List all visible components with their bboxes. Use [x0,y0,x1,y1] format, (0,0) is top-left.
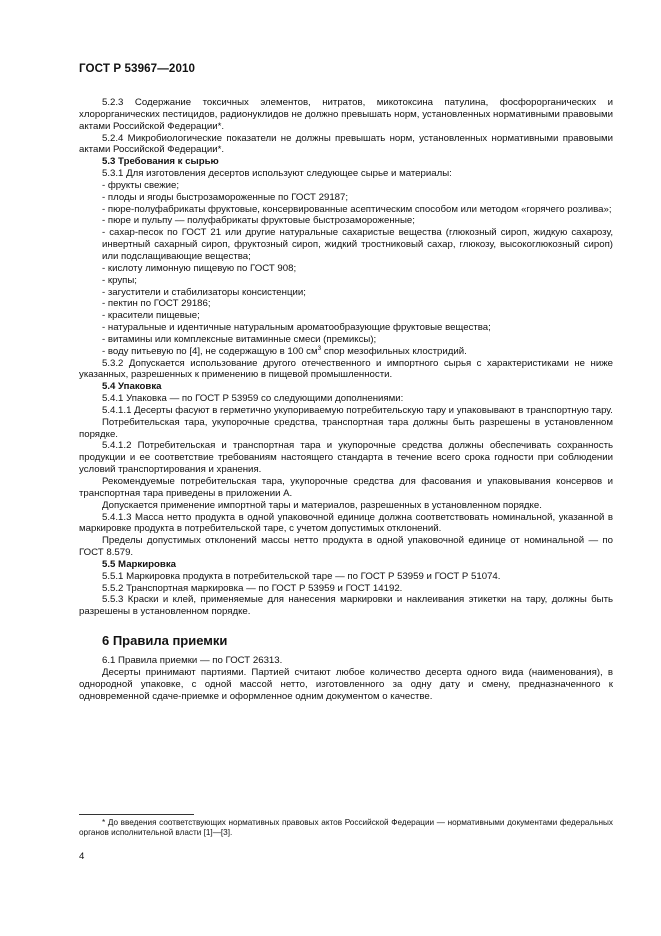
paragraph-5-5-1: 5.5.1 Маркировка продукта в потребительской таре — по ГОСТ Р 53959 и ГОСТ Р 51074. [102,570,501,582]
subsection-heading-5-3: 5.3 Требования к сырью [102,156,219,168]
list-item: - пектин по ГОСТ 29186; [102,298,211,310]
list-item: - фрукты свежие; [102,179,180,191]
paragraph-5-4-1-1: 5.4.1.1 Десерты фасуют в герметично укупориваемую потребительскую тару и упаковывают в транспортную тару. [102,404,613,416]
paragraph-5-4-1-2: 5.4.1.2 Потребительская и транспортная тара и укупорочные средства должны обеспечивать сохранность продукции и ее соответствие требованиям настоящего стандарта в течение всего срока годности при соблюдении условий транспортирования и хранения. [79,440,613,476]
footnote-divider [79,814,194,815]
subsection-heading-5-5: 5.5 Маркировка [102,558,177,570]
paragraph-batches: Десерты принимают партиями. Партией считают любое количество десерта одного вида (наименования), в однородной упаковке, с одной массой нетто, изготовленного за одну дату и смену, предназначенного к одновременной сдаче-приемке и оформленное одним документом о качестве. [79,666,613,702]
water-text-b: спор мезофильных клостридий. [321,345,467,357]
list-item: - пюре-полуфабрикаты фруктовые, консервированные асептическим способом или методом «горячего розлива»; [102,203,612,215]
subsection-heading-5-4: 5.4 Упаковка [102,381,162,393]
list-item: - пюре и пульпу — полуфабрикаты фруктовые быстрозамороженные; [102,215,415,227]
list-item-water [102,346,613,358]
paragraph-consumer-packaging: Потребительская тара, укупорочные средства, транспортная тара должны быть разрешены в установленном порядке. [79,416,613,440]
list-item: - натуральные и идентичные натуральным ароматообразующие фруктовые вещества; [102,322,491,334]
list-item: - кислоту лимонную пищевую по ГОСТ 908; [102,262,297,274]
list-item: - плоды и ягоды быстрозамороженные по ГОСТ 29187; [102,191,349,203]
paragraph-5-3-1: 5.3.1 Для изготовления десертов используют следующее сырье и материалы: [102,168,452,180]
list-item: - крупы; [102,274,137,286]
paragraph-tolerance-limits: Пределы допустимых отклонений массы нетто продукта в одной упаковочной единице от номинальной — по ГОСТ 8.579. [79,535,613,559]
footnote [79,818,613,839]
paragraph-5-4-1-3: 5.4.1.3 Масса нетто продукта в одной упаковочной единице должна соответствовать номинальной, указанной в маркировке продукта в потребительской таре, с учетом допустимых отклонений. [79,511,613,535]
paragraph-5-2-3: 5.2.3 Содержание токсичных элементов, нитратов, микотоксина патулина, фосфорорганических и хлорорганических пестицидов, радионуклидов не должно превышать норм, установленных нормативными правовыми актами Российской Федерации*. [79,97,613,132]
document-body [79,97,613,703]
footnote-text: * До введения соответствующих нормативных правовых актов Российской Федерации — нормативными документами федеральных органов исполнительной власти [1]—[3]. [79,818,613,838]
paragraph-5-4-1: 5.4.1 Упаковка — по ГОСТ Р 53959 со следующими дополнениями: [102,393,404,405]
paragraph-imported-packaging: Допускается применение импортной тары и материалов, разрешенных в установленном порядке. [102,499,542,511]
list-item: - витамины или комплексные витаминные смеси (премиксы); [102,333,377,345]
paragraph-6-1: 6.1 Правила приемки — по ГОСТ 26313. [102,655,283,667]
paragraph-5-5-2: 5.5.2 Транспортная маркировка — по ГОСТ Р 53959 и ГОСТ 14192. [102,582,403,594]
list-item: - сахар-песок по ГОСТ 21 или другие натуральные сахаристые вещества (глюкозный сироп, жидкую сахарозу, инвертный сахарный сироп, фруктозный сироп, жидкий тростниковый сахар, глюкозу, высокоглюкозный сироп) или подслащивающие вещества; [102,227,613,262]
document-header: ГОСТ Р 53967—2010 [79,62,196,75]
paragraph-5-5-3: 5.5.3 Краски и клей, применяемые для нанесения маркировки и наклеивания этикетки на тару, должны быть разрешены в установленном порядке. [79,594,613,618]
paragraph-5-3-2: 5.3.2 Допускается использование другого отечественного и импортного сырья с характеристиками не ниже указанных, разрешенных к применению в пищевой промышленности. [79,357,613,381]
list-item: - загустители и стабилизаторы консистенции; [102,286,306,298]
paragraph-5-2-4: 5.2.4 Микробиологические показатели не должны превышать норм, установленных нормативными правовыми актами Российской Федерации*. [79,132,613,156]
paragraph-recommended-packaging: Рекомендуемые потребительская тара, укупорочные средства для фасования и упаковывания консервов и транспортная тара приведены в приложении А. [79,476,613,499]
cubic-superscript: 3 [317,344,322,352]
water-text-a: - воду питьевую по [4], не содержащую в 100 см [102,345,318,357]
section-heading-6: 6 Правила приемки [102,633,228,649]
list-item: - красители пищевые; [102,310,200,322]
raw-materials-list [79,180,613,358]
page-number: 4 [79,851,85,862]
